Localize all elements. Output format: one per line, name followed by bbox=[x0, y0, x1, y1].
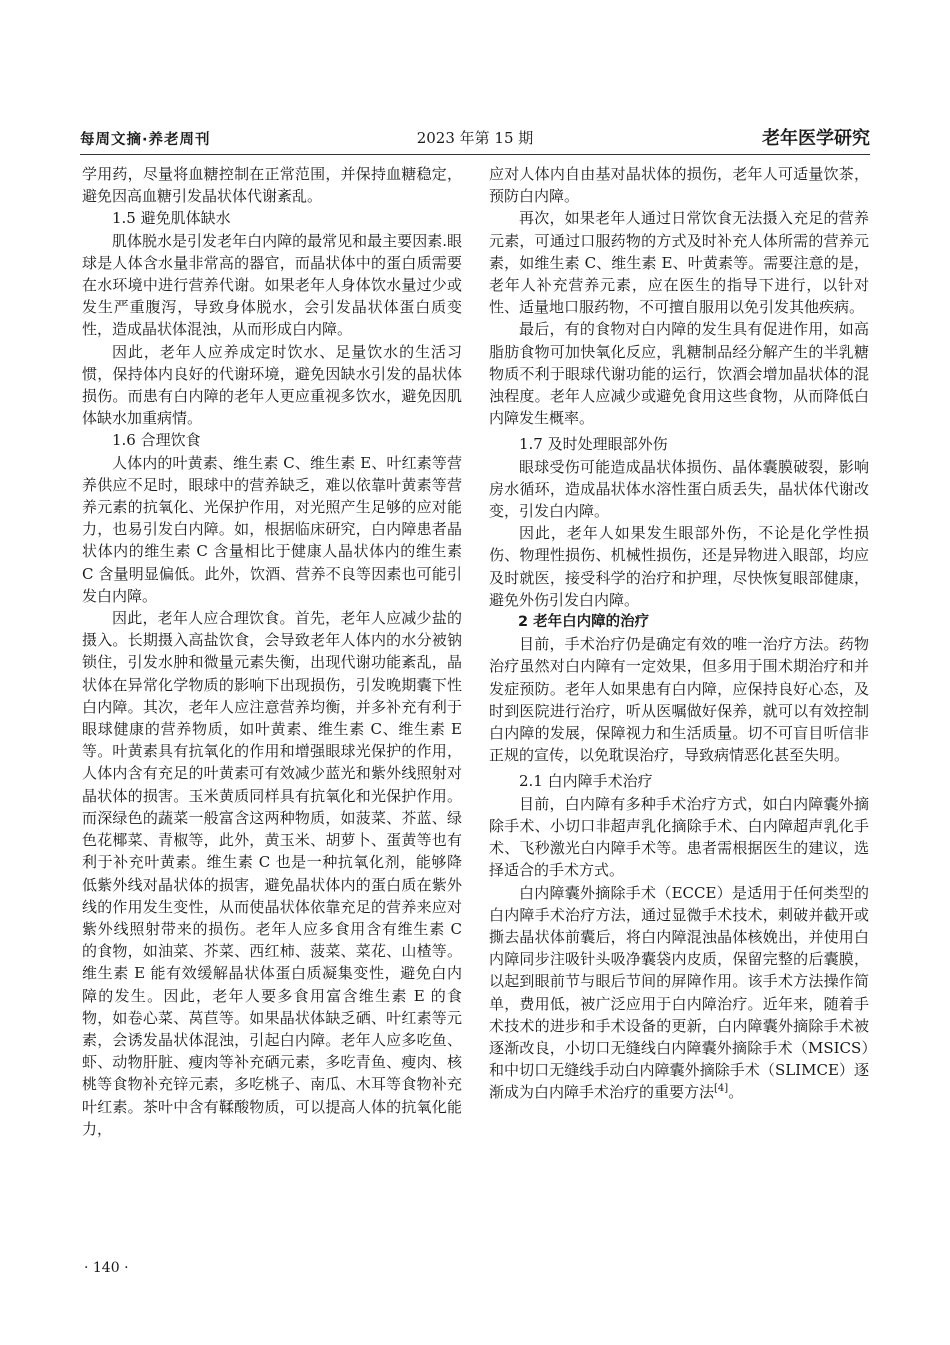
right-column bbox=[489, 163, 869, 1104]
paragraph: 因此，老年人如果发生眼部外伤，不论是化学性损伤、物理性损伤、机械性损伤，还是异物进入眼部，均应及时就医，接受科学的治疗和护理，尽快恢复眼部健康，避免外伤引发白内障。 bbox=[489, 524, 869, 609]
section-heading-2: 2 老年白内障的治疗 bbox=[518, 614, 650, 631]
paragraph: 最后，有的食物对白内障的发生具有促进作用，如高脂肪食物可加快氧化反应，乳糖制品经分解产生的半乳糖物质不利于眼球代谢功能的运行，饮酒会增加晶状体的混浊程度。老年人应减少或避免食用这些食物，从而降低白内障发生概率。 bbox=[489, 320, 869, 428]
paragraph: 肌体脱水是引发老年白内障的最常见和最主要因素.眼球是人体含水量非常高的器官，而晶状体中的蛋白质需要在水环境中进行营养代谢。如果老年人身体饮水量过少或发生严重腹泻，导致身体脱水，会引发晶状体蛋白质变性，造成晶状体混浊，从而形成白内障。 bbox=[82, 231, 462, 339]
section-heading-1-7: 1.7 及时处理眼部外伤 bbox=[519, 435, 668, 454]
paragraph: 学用药，尽量将血糖控制在正常范围，并保持血糖稳定，避免因高血糖引发晶状体代谢紊乱。 bbox=[82, 165, 462, 206]
paragraph-text: 白内障囊外摘除手术（ECCE）是适用于任何类型的白内障手术治疗方法，通过显微手术技术，刺破并截开或撕去晶状体前囊后，将白内障混浊晶体核娩出，并使用白内障同步注吸针头吸净囊袋内皮质，保留完整的后囊膜，以起到眼前节与眼后节间的屏障作用。该手术方法操作简单，费用低，被广泛应用于白内障治疗。近年来，随着手术技术的进步和手术设备的更新，白内障囊外摘除手术被逐渐改良，小切口无缝线白内障囊外摘除手术（MSICS）和中切口无缝线手动白内障囊外摘除手术（SLIMCE）逐渐成为白内障手术治疗的重要方法 bbox=[489, 883, 869, 1102]
paragraph-end: 。 bbox=[728, 1083, 744, 1102]
section-heading-1-5: 1.5 避免肌体缺水 bbox=[112, 209, 231, 228]
paragraph bbox=[489, 882, 869, 1104]
paragraph: 目前，手术治疗仍是确定有效的唯一治疗方法。药物治疗虽然对白内障有一定效果，但多用于围术期治疗和并发症预防。老年人如果患有白内障，应保持良好心态，及时到医院进行治疗，听从医嘱做好保养，就可以有效控制白内障的发展，保障视力和生活质量。切不可盲目听信非正规的宣传，以免耽误治疗，导致病情恶化甚至失明。 bbox=[489, 635, 869, 765]
section-heading-1-6: 1.6 合理饮食 bbox=[112, 431, 201, 450]
issue-label: 2023 年第 15 期 bbox=[416, 129, 534, 147]
section-heading-2-1: 2.1 白内障手术治疗 bbox=[519, 772, 653, 791]
journal-name: 每周文摘·养老周刊 bbox=[80, 132, 211, 148]
paragraph: 应对人体内自由基对晶状体的损伤，老年人可适量饮茶，预防白内障。 bbox=[489, 165, 869, 206]
citation-ref[interactable]: [4] bbox=[714, 1083, 729, 1095]
paragraph: 目前，白内障有多种手术治疗方式，如白内障囊外摘除手术、小切口非超声乳化摘除手术、白内障超声乳化手术、飞秒激光白内障手术等。患者需根据医生的建议，选择适合的手术方式。 bbox=[489, 794, 869, 880]
section-title: 老年医学研究 bbox=[762, 128, 870, 149]
paragraph: 因此，老年人应养成定时饮水、足量饮水的生活习惯，保持体内良好的代谢环境，避免因缺水引发的晶状体损伤。而患有白内障的老年人更应重视多饮水，避免因肌体缺水加重病情。 bbox=[82, 342, 462, 428]
running-header bbox=[80, 126, 870, 154]
paragraph: 再次，如果老年人通过日常饮食无法摄入充足的营养元素，可通过口服药物的方式及时补充人体所需的营养元素，如维生素 C、维生素 E、叶黄素等。需要注意的是，老年人补充营养元素，应在医生的指导下进行，以针对性、适量地口服药物，不可擅自服用以免引发其他疾病。 bbox=[489, 209, 869, 317]
left-column bbox=[82, 163, 462, 1140]
header-rule bbox=[80, 154, 870, 155]
paragraph: 人体内的叶黄素、维生素 C、维生素 E、叶红素等营养供应不足时，眼球中的营养缺乏，难以依靠叶黄素等营养元素的抗氧化、光保护作用，对光照产生足够的应对能力，也易引发白内障。如，根据临床研究，白内障患者晶状体内的维生素 C 含量相比于健康人晶状体内的维生素 C 含量明显偏低。此外，饮酒、营养不良等因素也可能引发白内障。 bbox=[82, 453, 462, 605]
page-number: · 140 · bbox=[84, 1260, 129, 1276]
paragraph: 眼球受伤可能造成晶状体损伤、晶体囊膜破裂，影响房水循环，造成晶状体水溶性蛋白质丢失，晶状体代谢改变，引发白内障。 bbox=[489, 457, 869, 521]
paragraph: 因此，老年人应合理饮食。首先，老年人应减少盐的摄入。长期摄入高盐饮食，会导致老年人体内的水分被钠锁住，引发水肿和微量元素失衡，出现代谢功能紊乱，晶状体在异常化学物质的影响下出现损伤，引发晚期囊下性白内障。其次，老年人应注意营养均衡，并多补充有利于眼球健康的营养物质，如叶黄素、维生素 C、维生素 E 等。叶黄素具有抗氧化的作用和增强眼球光保护的作用，人体内含有充足的叶黄素可有效减少蓝光和紫外线照射对晶状体的损害。玉米黄质同样具有抗氧化和光保护作用。而深绿色的蔬菜一般富含这两种物质，如菠菜、芥蓝、绿色花椰菜、青椒等，此外，黄玉米、胡萝卜、蛋黄等也有利于补充叶黄素。维生素 C 也是一种抗氧化剂，能够降低紫外线对晶状体的损害，避免晶状体内的蛋白质在紫外线的作用发生变性，从而使晶状体依靠充足的营养来应对紫外线照射带来的损伤。老年人应多食用含有维生素 C 的食物，如油菜、芥菜、西红柿、菠菜、菜花、山楂等。维生素 E 能有效缓解晶状体蛋白质凝集变性，避免白内障的发生。因此，老年人要多食用富含维生素 E 的食物，如卷心菜、莴苣等。如果晶状体缺乏硒、叶红素等元素，会诱发晶状体混浊，引起白内障。老年人应多吃鱼、虾、动物肝脏、瘦肉等补充硒元素，多吃青鱼、瘦肉、核桃等食物补充锌元素，多吃桃子、南瓜、木耳等食物补充叶红素。茶叶中含有鞣酸物质，可以提高人体的抗氧化能力， bbox=[82, 609, 462, 1138]
